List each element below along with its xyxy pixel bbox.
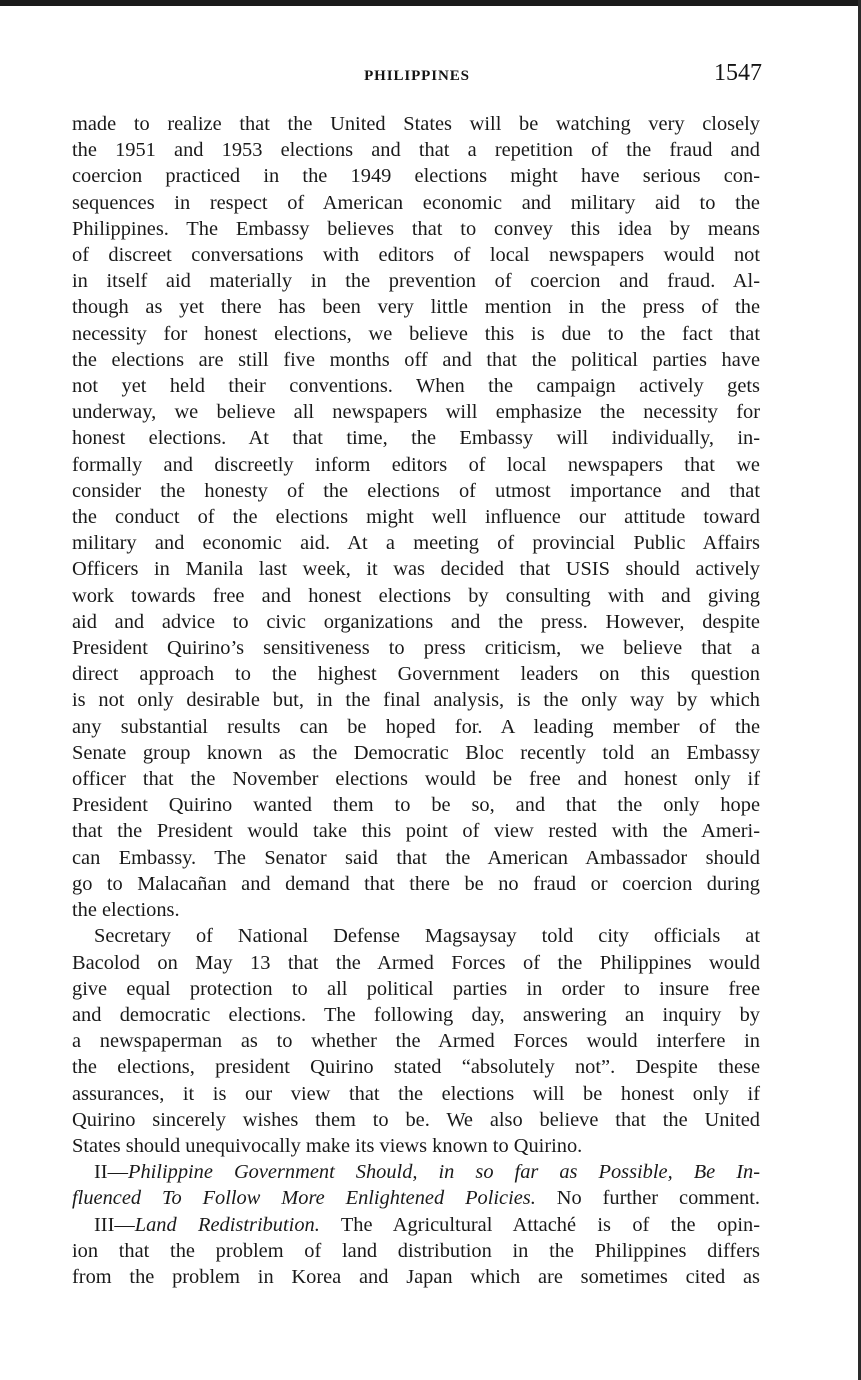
top-border <box>0 0 861 6</box>
text-line: direct approach to the highest Government leaders on this question <box>72 663 760 686</box>
text-line: officer that the November elections would be free and honest only if <box>72 768 760 791</box>
text-line: though as yet there has been very little mention in the press of the <box>72 296 760 319</box>
text-line: that the President would take this point of view rested with the Ameri- <box>72 820 760 843</box>
text-line: work towards free and honest elections by consulting with and giving <box>72 584 760 607</box>
text-line: Bacolod on May 13 that the Armed Forces of the Philippines would <box>72 951 760 974</box>
section-iii-numeral: III— <box>94 1213 135 1236</box>
section-iii-heading: Land Redistribution. <box>134 1213 320 1236</box>
section-ii-line-1 <box>72 1159 760 1185</box>
text-line: Senate group known as the Democratic Bloc recently told an Embassy <box>72 741 760 764</box>
text-line: the 1951 and 1953 elections and that a repetition of the fraud and <box>72 139 760 162</box>
text-line: Philippines. The Embassy believes that to convey this idea by means <box>72 217 760 240</box>
page-header <box>72 62 762 92</box>
text-line: sequences in respect of American economic and military aid to the <box>72 191 760 214</box>
text-line: Quirino sincerely wishes them to be. We also believe that the United <box>72 1108 760 1131</box>
text-line: necessity for honest elections, we believe this is due to the fact that <box>72 322 760 345</box>
text-line: the conduct of the elections might well influence our attitude toward <box>72 506 760 529</box>
paragraph-1 <box>72 111 760 923</box>
text-line: assurances, it is our view that the elections will be honest only if <box>72 1082 760 1105</box>
text-line: can Embassy. The Senator said that the American Ambassador should <box>72 846 760 869</box>
text-line: underway, we believe all newspapers will emphasize the necessity for <box>72 401 760 424</box>
text-line: honest elections. At that time, the Embassy will individually, in- <box>72 427 760 450</box>
text-line: Officers in Manila last week, it was decided that USIS should actively <box>72 558 760 581</box>
section-ii-comment: No further comment. <box>535 1187 760 1210</box>
text-line: go to Malacañan and demand that there be no fraud or coercion during <box>72 872 760 895</box>
text-line: give equal protection to all political parties in order to insure free <box>72 977 760 1000</box>
text-line: consider the honesty of the elections of utmost importance and that <box>72 479 760 502</box>
section-iii-first-line-rest: The Agricultural Attaché is of the opin- <box>319 1213 760 1236</box>
text-line: military and economic aid. At a meeting of provincial Public Affairs <box>72 532 760 555</box>
section-iii <box>72 1212 760 1291</box>
running-head: PHILIPPINES <box>364 68 470 84</box>
text-line: the elections, president Quirino stated “absolutely not”. Despite these <box>72 1056 760 1079</box>
text-line: made to realize that the United States will be watching very closely <box>72 113 760 135</box>
text-line: not yet held their conventions. When the campaign actively gets <box>72 375 760 398</box>
text-line: the elections are still five months off and that the political parties have <box>72 348 760 371</box>
section-ii-heading-line-2: fluenced To Follow More Enlightened Policies. <box>72 1187 536 1210</box>
paragraph-2 <box>72 923 760 1159</box>
section-ii <box>72 1159 760 1211</box>
text-line: is not only desirable but, in the final analysis, is the only way by which <box>72 689 760 712</box>
text-line: aid and advice to civic organizations and the press. However, despite <box>72 610 760 633</box>
text-line: coercion practiced in the 1949 elections might have serious con- <box>72 165 760 188</box>
text-line: Secretary of National Defense Magsaysay told city officials at <box>94 925 760 948</box>
text-line: President Quirino wanted them to be so, and that the only hope <box>72 794 760 817</box>
section-iii-line-3: from the problem in Korea and Japan which are sometimes cited as <box>72 1265 760 1288</box>
text-line: in itself aid materially in the prevention of coercion and fraud. Al- <box>72 270 760 293</box>
section-ii-line-2 <box>72 1185 760 1211</box>
text-line: a newspaperman as to whether the Armed Forces would interfere in <box>72 1030 760 1053</box>
text-line: President Quirino’s sensitiveness to press criticism, we believe that a <box>72 637 760 660</box>
text-line: any substantial results can be hoped for. A leading member of the <box>72 715 760 738</box>
text-line: the elections. <box>72 899 180 922</box>
section-iii-line-1 <box>72 1212 760 1238</box>
text-line: and democratic elections. The following day, answering an inquiry by <box>72 1003 760 1026</box>
section-ii-heading-line-1: Philippine Government Should, in so far as Possible, Be In- <box>127 1161 760 1184</box>
text-line: of discreet conversations with editors of local newspapers would not <box>72 244 760 267</box>
page-number: 1547 <box>714 60 762 86</box>
text-line: formally and discreetly inform editors of local newspapers that we <box>72 453 760 476</box>
text-line: States should unequivocally make its views known to Quirino. <box>72 1134 583 1157</box>
section-iii-line-2: ion that the problem of land distribution in the Philippines differs <box>72 1239 760 1262</box>
section-ii-numeral: II— <box>94 1161 128 1184</box>
body-text <box>72 111 760 1290</box>
